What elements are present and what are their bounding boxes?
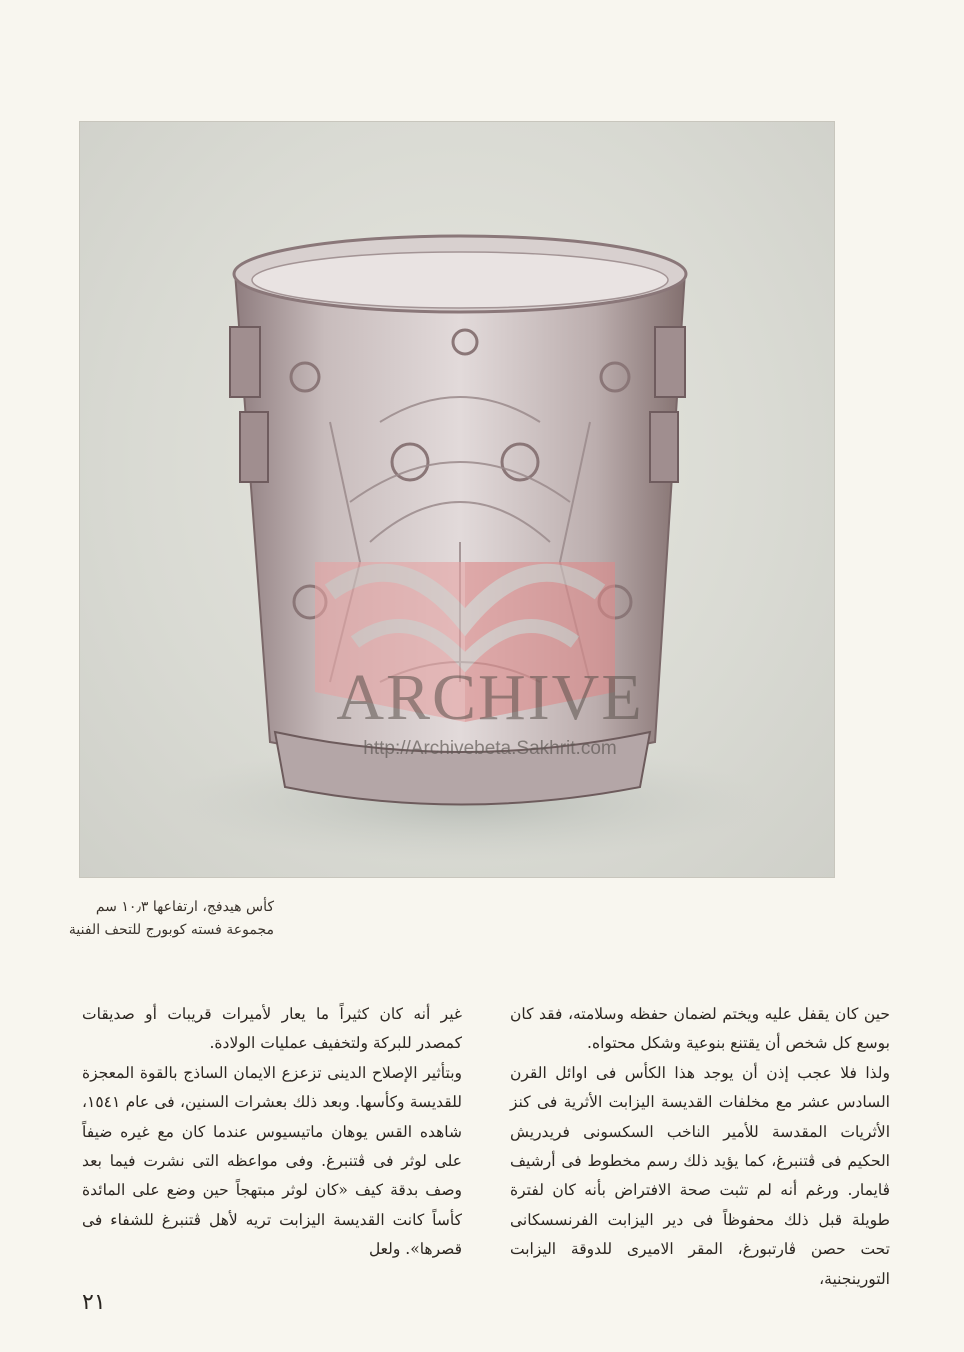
- watermark-title: ARCHIVE: [336, 661, 644, 734]
- page-number: ٢١: [82, 1290, 106, 1315]
- paragraph: غير أنه كان كثيراً ما يعار لأميرات قريبات أو صديقات كمصدر للبركة ولتخفيف عمليات الولادة.: [82, 1005, 462, 1053]
- paragraph: وبتأثير الإصلاح الدينى تزعزع الايمان الساذج بالقوة المعجزة للقديسة وكأسها. وبعد ذلك بعشرات السنين، فى عام ١٥٤١، شاهده القس يوهان ماتيسيوس عندما كان مع غيره ضيفاً على لوثر فى ڤتنبرغ. وفى مواعظه التى نشرت فيما بعد وصف بدقة كيف «كان لوثر مبتهجاً حين وضع على المائدة كأساً كانت القديسة اليزابت تريه لأهل ڤتنبرغ للشفاء فى قصرها». ولعل: [82, 1063, 462, 1259]
- text-column-left: [82, 1000, 462, 1265]
- photo-caption: [34, 896, 274, 942]
- caption-line-1: كأس هيدفج، ارتفاعها ١٠٫٣ سم: [95, 899, 274, 915]
- watermark-url: http://Archivebeta.Sakhrit.com: [363, 738, 617, 759]
- text-column-right: [510, 1000, 890, 1294]
- paragraph: حين كان يقفل عليه ويختم لضمان حفظه وسلامته، فقد كان بوسع كل شخص أن يقتنع بنوعية وشكل محتواه.: [510, 1005, 890, 1053]
- caption-line-2: مجموعة فسته كوبورج للتحف الفنية: [68, 922, 274, 938]
- beaker-illustration: [80, 122, 834, 877]
- glass-beaker-photo: [80, 122, 834, 877]
- paragraph: ولذا فلا عجب إذن أن يوجد هذا الكأس فى اوائل القرن السادس عشر مع مخلفات القديسة اليزابت الأثرية فى كنز الأثريات المقدسة للأمير الناخب السكسونى فريدريش الحكيم فى ڤتنبرغ، كما يؤيد ذلك رسم مخطوط فى أرشيف ڤايمار. ورغم أنه لم تثبت صحة الافتراض بأنه كان لفترة طويلة قبل ذلك محفوظاً فى دير اليزابت الفرنسسكانى تحت حصن ڤارتبورغ، المقر الاميرى للدوقة اليزابت التورينجنية،: [510, 1063, 890, 1288]
